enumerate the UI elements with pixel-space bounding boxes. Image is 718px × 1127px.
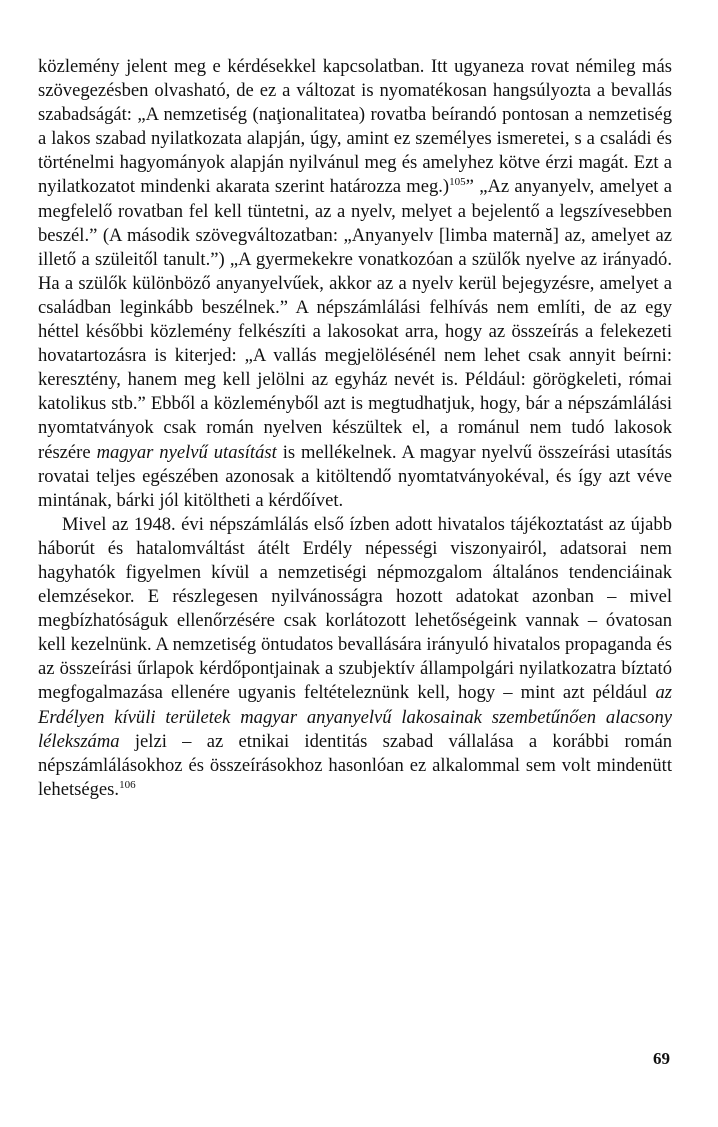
page-number: 69 — [653, 1049, 670, 1068]
paragraph — [38, 55, 672, 513]
paragraph-text: ” „Az anyanyelv, amelyet a megfelelő rovatban fel kell tüntetni, az a nyelv, melyet a bejelentő a legszívesebben beszél.” (A második szövegváltozatban: „Anyanyelv [limba maternă] az, amelyet az illető a szüleitől tanult.”) „A gyermekekre vonatkozóan a szülők nyelve az irányadó. Ha a szülők különböző anyanyelvűek, akkor az a nyelv kerül bejegyzésre, amelyet a családban leginkább beszélnek.” A népszámlálási felhívás nem említi, de az egy héttel későbbi közlemény felkészíti a lakosokat arra, hogy az összeírás a felekezeti hovatartozásra is kiterjed: „A vallás megjelölésénél nem lehet csak annyit beírni: keresztény, hanem meg kell jelölni az egyház nevét is. Például: görögkeleti, római katolikus stb.” Ebből a közleményből azt is megtudhatjuk, hogy, bár a népszámlálási nyomtatványok csak román nyelven készültek el, a románul nem tudó lakosok részére — [38, 176, 672, 463]
paragraph-text: Mivel az 1948. évi népszámlálás első ízben adott hivatalos tájékoztatást az újabb háborút és hatalomváltást átélt Erdély népességi viszonyairól, adatsorai nem hagyhatók figyelmen kívül a nemzetiségi népmozgalom általános tendenciáinak elemzésekor. E részlegesen nyilvánosságra hozott adatokat azonban – mivel megbízhatóságuk ellenőrzésére csak korlátozott lehetőségeink vannak – óvatosan kell kezelnünk. A nemzetiség öntudatos bevallására irányuló hivatalos propaganda és az összeírási űrlapok kérdőpontjainak a szubjektív állampolgári nyilatkozatra bíztató megfogalmazása ellenére ugyanis feltételeznünk kell, hogy – mint azt például — [38, 513, 672, 704]
footnote-ref: 106 — [119, 778, 136, 791]
paragraph — [38, 513, 672, 802]
paragraph-text: is mellékelnek. A magyar nyelvű összeírási utasítás rovatai teljes egészében azonosak a kitöltendő nyomtatványokéval, és így azt véve mintának, bárki jól kitöltheti a kérdőívet. — [38, 441, 672, 511]
paragraph-text: közlemény jelent meg e kérdésekkel kapcsolatban. Itt ugyaneza rovat némileg más szövegezésben olvasható, de ez a változat is nyomatékosan hangsúlyozta a bevallás szabadságát: „A nemzetiség (naţionalitatea) rovatba beírandó pontosan a nemzetiség a lakos szabad nyilatkozata alapján, úgy, amint ez személyes ismeretei, s a családi és történelmi hagyományok alapján nyilvánul meg és amelyhez kötve érzi magát. Ezt a nyilatkozatot mindenki akarata szerint határozza meg.) — [38, 56, 672, 198]
paragraph-text: jelzi – az etnikai identitás szabad vállalása a korábbi román népszámlálásokhoz és összeírásokhoz hasonlóan ez alkalommal sem volt mindenütt lehetséges. — [38, 730, 672, 800]
italic-phrase: magyar nyelvű utasítást — [96, 441, 277, 463]
italic-phrase: az Erdélyen kívüli területek magyar anyanyelvű lakosainak szembetűnően alacsony lélekszáma — [38, 682, 672, 752]
page-body — [38, 55, 672, 802]
footnote-ref: 105 — [449, 176, 466, 189]
